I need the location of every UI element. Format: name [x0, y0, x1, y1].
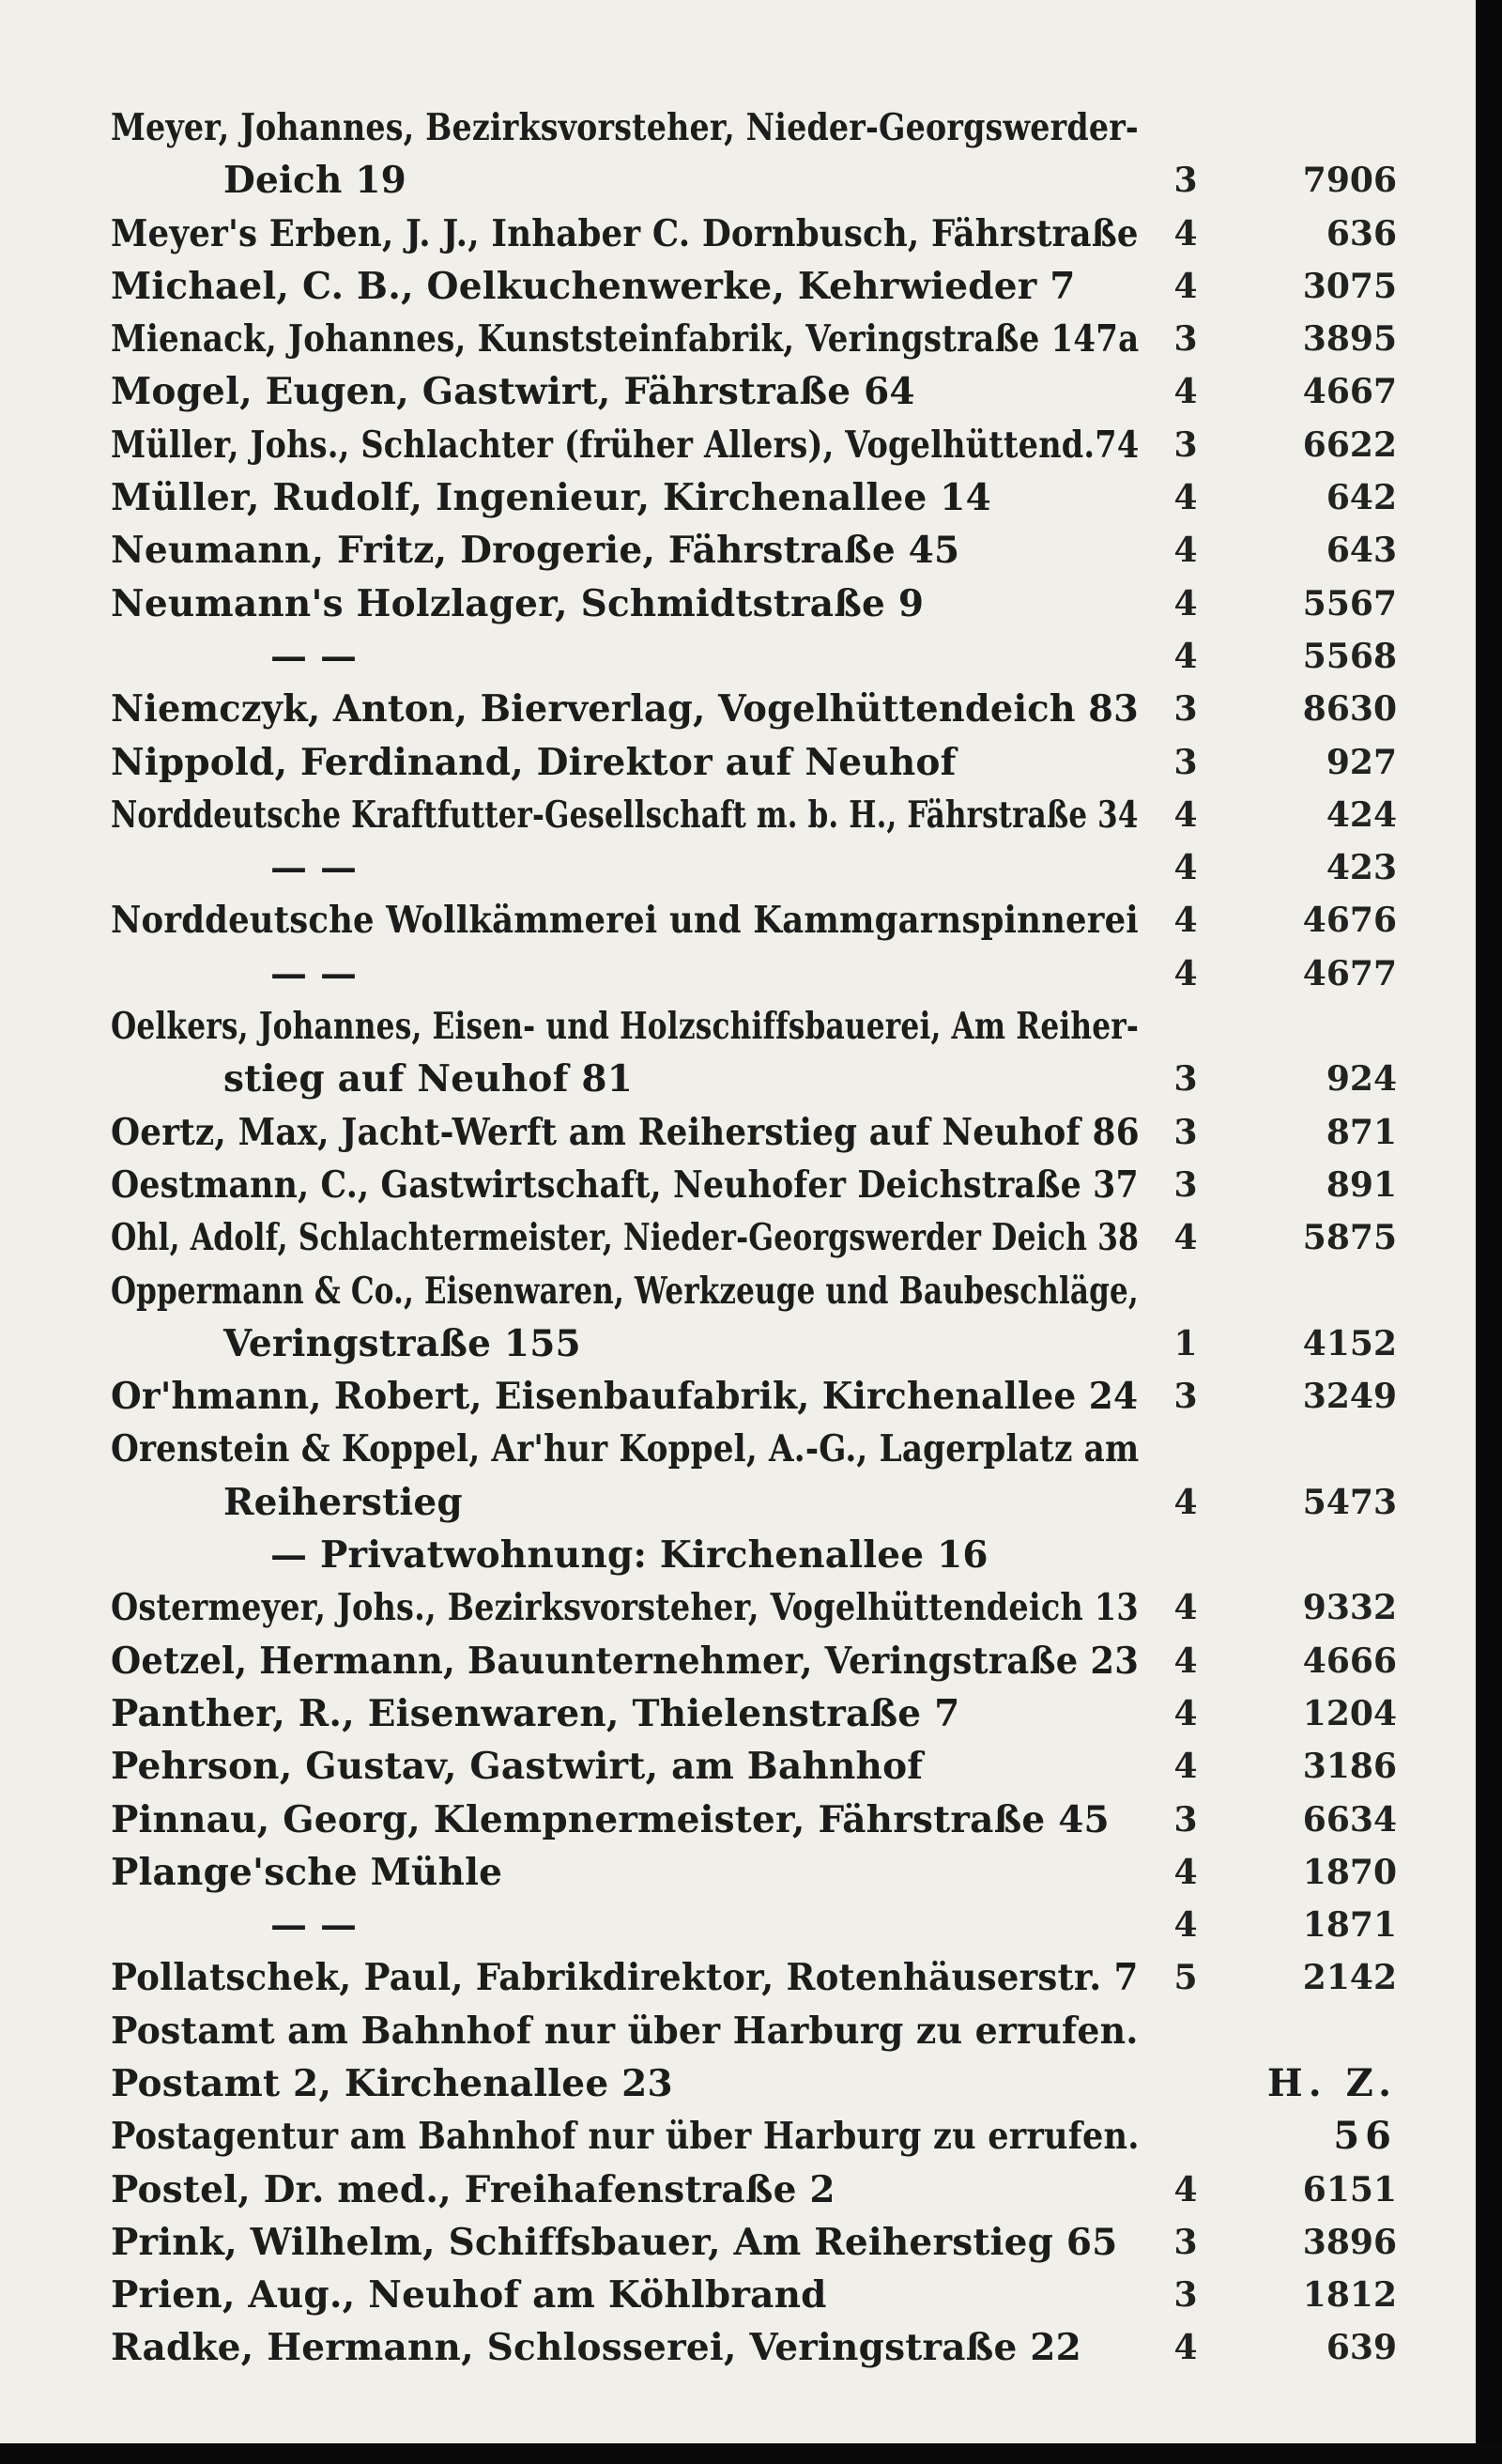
entry-exchange-number: 3 — [1173, 742, 1198, 782]
entry-row — [111, 260, 1406, 313]
entry-exchange-number: 3 — [1173, 1799, 1198, 1840]
entry-name: — — — [270, 846, 358, 890]
entry-exchange-number: 3 — [1173, 689, 1198, 730]
entry-exchange-number: 4 — [1173, 372, 1198, 412]
entry-name: Postel, Dr. med., Freihafenstraße 2 — [111, 2167, 835, 2211]
entry-phone-number: 5875 — [1302, 1218, 1397, 1258]
entry-exchange-number: 4 — [1173, 1588, 1198, 1628]
entry-exchange-number: 3 — [1173, 2275, 1198, 2316]
entry-row — [111, 1635, 1406, 1687]
entry-phone-number: 7906 — [1302, 161, 1397, 201]
entry-phone-number: 5567 — [1302, 583, 1397, 624]
entry-row — [111, 1159, 1406, 1211]
entry-name: Reiherstieg — [223, 1480, 463, 1524]
entry-exchange-number: 3 — [1173, 319, 1198, 360]
entry-name: Michael, C. B., Oelkuchenwerke, Kehrwieder 7 — [111, 264, 1076, 308]
entry-name: Deich 19 — [223, 159, 407, 203]
entry-row — [111, 2216, 1406, 2269]
entry-exchange-number: 3 — [1173, 1112, 1198, 1152]
entry-name: Müller, Rudolf, Ingenieur, Kirchenallee 14 — [111, 476, 991, 520]
entry-exchange-number: 4 — [1173, 1852, 1198, 1892]
entry-exchange-number: 4 — [1173, 1640, 1198, 1681]
entry-phone-number: 1812 — [1302, 2275, 1397, 2316]
entry-phone-number: 3186 — [1302, 1747, 1397, 1787]
entry-exchange-number: 3 — [1173, 1164, 1198, 1205]
entry-phone-number: 924 — [1326, 1059, 1397, 1100]
entry-phone-number: 1871 — [1302, 1905, 1397, 1946]
entry-row — [111, 1211, 1406, 1264]
entry-name: Norddeutsche Wollkämmerei und Kammgarnspinnerei — [111, 899, 1139, 943]
entry-row — [111, 2164, 1406, 2216]
entry-row — [111, 2005, 1406, 2057]
entry-row — [111, 1846, 1406, 1899]
entry-name: Oestmann, C., Gastwirtschaft, Neuhofer Deichstraße 37 — [111, 1163, 1139, 1207]
entry-phone-number: 1870 — [1302, 1852, 1397, 1892]
entry-exchange-number: 3 — [1173, 161, 1198, 201]
entry-exchange-number: 4 — [1173, 1482, 1198, 1522]
entry-row — [111, 1476, 1406, 1529]
entry-exchange-number: 3 — [1173, 2222, 1198, 2262]
entry-exchange-number: 4 — [1173, 953, 1198, 993]
entry-row — [111, 1265, 1406, 1317]
entry-phone-number: 4666 — [1302, 1640, 1397, 1681]
entry-exchange-number: 4 — [1173, 583, 1198, 624]
entry-row — [111, 1423, 1406, 1475]
entry-phone-number: 6622 — [1302, 424, 1397, 465]
directory-entries — [111, 101, 1406, 2375]
entry-exchange-number: 4 — [1173, 1693, 1198, 1733]
entry-name: Oetzel, Hermann, Bauunternehmer, Veringstraße 23 — [111, 1639, 1140, 1683]
entry-phone-number: 643 — [1326, 531, 1397, 571]
entry-name: Mienack, Johannes, Kunststeinfabrik, Veringstraße 147a — [111, 317, 1140, 362]
entry-phone-number: 639 — [1326, 2328, 1397, 2368]
entry-phone-number: 891 — [1326, 1164, 1397, 1205]
entry-exchange-number: 5 — [1173, 1958, 1198, 1998]
entry-exchange-number: 4 — [1173, 2169, 1198, 2210]
entry-exchange-number: 4 — [1173, 848, 1198, 888]
entry-row — [111, 101, 1406, 154]
entry-name: — — — [270, 634, 358, 678]
entry-row — [111, 1106, 1406, 1159]
entry-phone-number: 927 — [1326, 742, 1397, 782]
entry-row — [111, 313, 1406, 365]
entry-exchange-number: 4 — [1173, 1747, 1198, 1787]
entry-row — [111, 1740, 1406, 1793]
entry-name: Nippold, Ferdinand, Direktor auf Neuhof — [111, 740, 957, 784]
entry-name: Meyer's Erben, J. J., Inhaber C. Dornbusch, Fährstraße — [111, 211, 1139, 255]
entry-name: Plange'sche Mühle — [111, 1850, 503, 1894]
entry-phone-number: 4667 — [1302, 372, 1397, 412]
entry-exchange-number: 4 — [1173, 213, 1198, 254]
entry-phone-number: 9332 — [1302, 1588, 1397, 1628]
entry-exchange-number: 4 — [1173, 794, 1198, 835]
entry-phone-number: 6634 — [1302, 1799, 1397, 1840]
entry-exchange-number: 1 — [1173, 1323, 1198, 1363]
entry-name: Orenstein & Koppel, Ar'hur Koppel, A.-G., Lagerplatz am — [111, 1427, 1140, 1471]
entry-exchange-number: 4 — [1173, 478, 1198, 518]
entry-name: Oelkers, Johannes, Eisen- und Holzschiffsbauerei, Am Reiher- — [111, 1005, 1140, 1049]
entry-row — [111, 894, 1406, 947]
entry-name: Ostermeyer, Johs., Bezirksvorsteher, Vogelhüttendeich 13 — [111, 1586, 1139, 1630]
entry-exchange-number: 3 — [1173, 424, 1198, 465]
entry-exchange-number: 4 — [1173, 636, 1198, 676]
entry-name: Postamt am Bahnhof nur über Harburg zu errufen. — [111, 2009, 1139, 2053]
entry-name: Postagentur am Bahnhof nur über Harburg zu errufen. — [111, 2115, 1140, 2159]
entry-name: Pinnau, Georg, Klempnermeister, Fährstraße 45 — [111, 1797, 1110, 1841]
entry-name: Oertz, Max, Jacht-Werft am Reiherstieg auf Neuhof 86 — [111, 1110, 1140, 1154]
entry-row — [111, 683, 1406, 735]
entry-phone-number: 5568 — [1302, 636, 1397, 676]
entry-phone-number: 5473 — [1302, 1482, 1397, 1522]
entry-phone-number: 6151 — [1302, 2169, 1397, 2210]
entry-name: Radke, Hermann, Schlosserei, Veringstraße 22 — [111, 2326, 1081, 2370]
entry-name: Müller, Johs., Schlachter (früher Allers), Vogelhüttend.74 — [111, 423, 1140, 467]
entry-exchange-number: 4 — [1173, 901, 1198, 941]
entry-phone-number: 3075 — [1302, 266, 1397, 306]
entry-row — [111, 365, 1406, 418]
entry-exchange-number: 4 — [1173, 1905, 1198, 1946]
entry-phone-number: 4677 — [1302, 953, 1397, 993]
entry-name: Pehrson, Gustav, Gastwirt, am Bahnhof — [111, 1745, 924, 1789]
entry-name: — — — [270, 951, 358, 995]
entry-phone-number: 3896 — [1302, 2222, 1397, 2262]
entry-row — [111, 2110, 1406, 2163]
entry-name: — Privatwohnung: Kirchenallee 16 — [270, 1533, 989, 1578]
entry-exchange-number: 4 — [1173, 1218, 1198, 1258]
entry-exchange-number: 4 — [1173, 266, 1198, 306]
entry-row — [111, 1951, 1406, 2004]
entry-row — [111, 419, 1406, 471]
entry-row — [111, 1529, 1406, 1581]
entry-name: stieg auf Neuhof 81 — [223, 1057, 634, 1101]
entry-name: Meyer, Johannes, Bezirksvorsteher, Nieder-Georgswerder- — [111, 106, 1139, 149]
entry-exchange-number: 3 — [1173, 1377, 1198, 1417]
entry-name: Prink, Wilhelm, Schiffsbauer, Am Reiherstieg 65 — [111, 2220, 1118, 2264]
entry-phone-number: 4676 — [1302, 901, 1397, 941]
entry-name: Pollatschek, Paul, Fabrikdirektor, Rotenhäuserstr. 7 — [111, 1956, 1139, 2000]
entry-phone-combined: H. Z. 56 — [1266, 2060, 1397, 2158]
entry-row — [111, 154, 1406, 207]
entry-row — [111, 1687, 1406, 1740]
entry-row — [111, 1317, 1406, 1370]
scan-edge-right — [1476, 0, 1502, 2464]
scan-edge-bottom — [0, 2443, 1502, 2464]
entry-name: Mogel, Eugen, Gastwirt, Fährstraße 64 — [111, 370, 915, 414]
entry-row — [111, 630, 1406, 683]
entry-name: Postamt 2, Kirchenallee 23 — [111, 2061, 673, 2105]
entry-name: Ohl, Adolf, Schlachtermeister, Nieder-Georgswerder Deich 38 — [111, 1216, 1140, 1260]
entry-phone-number: 2142 — [1302, 1958, 1397, 1998]
entry-phone-number: 636 — [1326, 213, 1397, 254]
entry-row — [111, 578, 1406, 630]
entry-row — [111, 1370, 1406, 1423]
entry-row — [111, 1000, 1406, 1053]
entry-name: Neumann's Holzlager, Schmidtstraße 9 — [111, 581, 925, 625]
entry-row — [111, 841, 1406, 894]
entry-phone-number: 3895 — [1302, 319, 1397, 360]
entry-phone-number: 8630 — [1302, 689, 1397, 730]
entry-exchange-number: 4 — [1173, 531, 1198, 571]
entry-phone-number: 3249 — [1302, 1377, 1397, 1417]
entry-exchange-number: 4 — [1173, 2328, 1198, 2368]
entry-name: Panther, R., Eisenwaren, Thielenstraße 7 — [111, 1691, 960, 1735]
entry-row — [111, 947, 1406, 1000]
entry-name: Or'hmann, Robert, Eisenbaufabrik, Kirchenallee 24 — [111, 1375, 1139, 1419]
entry-name: Norddeutsche Kraftfutter-Gesellschaft m. b. H., Fährstraße 34 — [111, 793, 1139, 837]
entry-name: Niemczyk, Anton, Bierverlag, Vogelhüttendeich 83 — [111, 687, 1139, 732]
entry-exchange-number: 3 — [1173, 1059, 1198, 1100]
entry-name: Oppermann & Co., Eisenwaren, Werkzeuge und Baubeschläge, — [111, 1269, 1139, 1313]
entry-row — [111, 2321, 1406, 2374]
entry-row — [111, 1581, 1406, 1634]
entry-row — [111, 789, 1406, 841]
entry-row — [111, 2269, 1406, 2321]
entry-row — [111, 1899, 1406, 1951]
entry-row — [111, 208, 1406, 260]
entry-phone-number: 871 — [1326, 1112, 1397, 1152]
entry-name: Neumann, Fritz, Drogerie, Fährstraße 45 — [111, 529, 960, 573]
entry-row — [111, 471, 1406, 524]
entry-phone-number: 423 — [1326, 848, 1397, 888]
entry-phone-number: 4152 — [1302, 1323, 1397, 1363]
entry-name: Prien, Aug., Neuhof am Köhlbrand — [111, 2273, 827, 2318]
entry-phone-number: 1204 — [1302, 1693, 1397, 1733]
entry-row — [111, 524, 1406, 577]
entry-row — [111, 736, 1406, 789]
entry-name: — — — [270, 1903, 358, 1948]
entry-row — [111, 1053, 1406, 1105]
entry-name: Veringstraße 155 — [223, 1321, 581, 1365]
entry-phone-number: 642 — [1326, 478, 1397, 518]
entry-row — [111, 1794, 1406, 1846]
entry-phone-number: 424 — [1326, 794, 1397, 835]
